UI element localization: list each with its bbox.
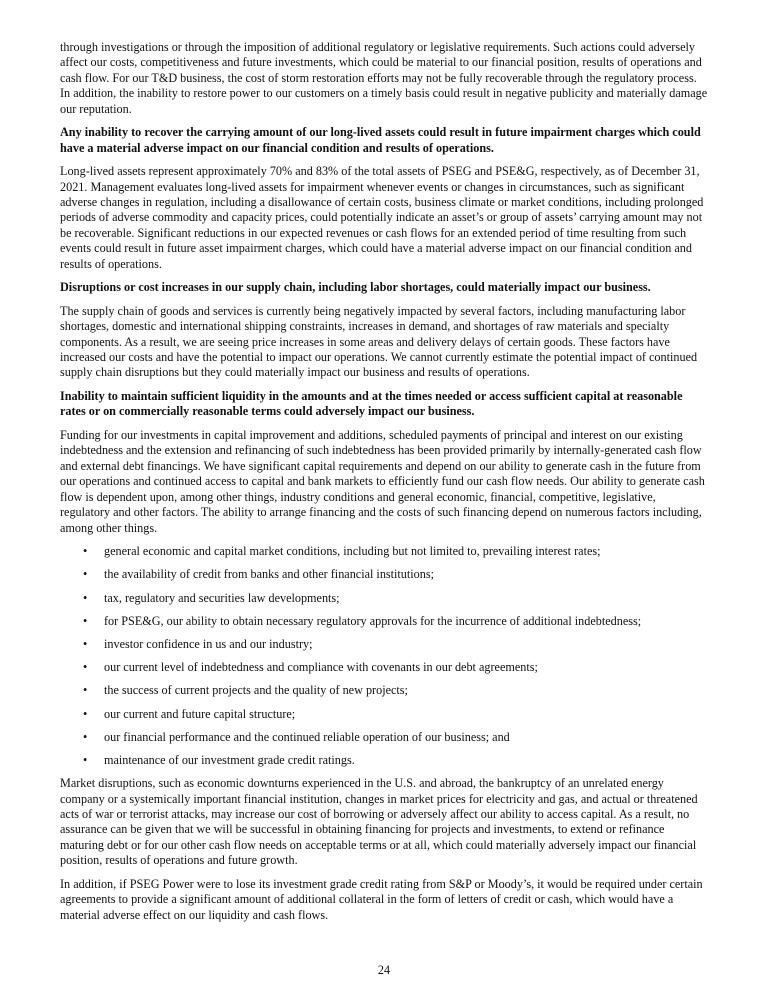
- bullet-marker: •: [83, 544, 88, 559]
- bullet-marker: •: [83, 613, 88, 628]
- list-item-text: maintenance of our investment grade credit ratings.: [104, 752, 355, 767]
- list-item-text: our financial performance and the continued reliable operation of our business; and: [104, 729, 510, 744]
- risk-heading-liquidity: Inability to maintain sufficient liquidity in the amounts and at the times needed or access sufficient capital at reasonable rates or on commercially reasonable terms could adversely impact our business.: [60, 389, 683, 419]
- paragraph-liquidity: Funding for our investments in capital improvement and additions, scheduled payments of principal and interest on our existing indebtedness and the extension and refinancing of such indebtedness has been provided primarily by internally-generated cash flow and external debt financings. We have significant capital requirements and depend on our ability to generate cash in the future from our operations and continued access to capital and bank markets to efficiently fund our cash flow needs. Our ability to generate cash flow is dependent upon, among other things, industry conditions and general economic, financial, competitive, legislative, regulatory and other factors. The ability to arrange financing and the costs of such financing depend on numerous factors including, among other things.: [60, 428, 705, 535]
- paragraph-credit-rating: In addition, if PSEG Power were to lose its investment grade credit rating from S&P or Moody’s, it would be required under certain agreements to provide a significant amount of additional collateral in the form of letters of credit or cash, which would have a material adverse effect on our liquidity and cash flows.: [60, 876, 703, 922]
- list-item: [60, 544, 708, 559]
- list-item: [60, 591, 708, 606]
- paragraph-continuation: through investigations or through the imposition of additional regulatory or legislative requirements. Such actions could adversely affect our costs, competitiveness and future investments, which could be material to our financial position, results of operations and cash flow. For our T&D business, the cost of storm restoration efforts may not be fully recoverable through the regulatory process. In addition, the inability to restore power to our customers on a timely basis could result in negative publicity and materially damage our reputation.: [60, 40, 708, 116]
- list-item-text: general economic and capital market conditions, including but not limited to, prevailing interest rates;: [104, 544, 601, 559]
- document-page: [60, 40, 708, 931]
- list-item: [60, 730, 708, 745]
- list-item-text: our current and future capital structure;: [104, 706, 296, 721]
- bullet-marker: •: [83, 660, 88, 675]
- list-item-text: tax, regulatory and securities law developments;: [104, 590, 340, 605]
- bullet-marker: •: [83, 706, 88, 721]
- list-item-text: investor confidence in us and our industry;: [104, 636, 313, 651]
- list-item: [60, 660, 708, 675]
- risk-heading-supply-chain: Disruptions or cost increases in our supply chain, including labor shortages, could materially impact our business.: [60, 280, 651, 295]
- list-item: [60, 567, 708, 582]
- page-number: 24: [377, 963, 391, 977]
- bullet-marker: •: [83, 567, 88, 582]
- paragraph-long-lived-assets: Long-lived assets represent approximately 70% and 83% of the total assets of PSEG and PSE&G, respectively, as of December 31, 2021. Management evaluates long-lived assets for impairment whenever events or changes in circumstances, such as significant adverse changes in regulation, including a disallowance of certain costs, business climate or market conditions, including prolonged periods of adverse commodity and capacity prices, could potentially indicate an asset’s or group of assets’ carrying amount may not be recoverable. Significant reductions in our expected revenues or cash flows for an extended period of time resulting from such events could result in future asset impairment charges, which could have a material adverse impact on our financial condition and results of operations.: [60, 164, 704, 271]
- bullet-marker: •: [83, 752, 88, 767]
- bullet-marker: •: [83, 636, 88, 651]
- bullet-marker: •: [83, 683, 88, 698]
- list-item: [60, 614, 708, 629]
- list-item: [60, 707, 708, 722]
- list-item-text: the availability of credit from banks and other financial institutions;: [104, 567, 434, 582]
- list-item-text: for PSE&G, our ability to obtain necessary regulatory approvals for the incurrence of additional indebtedness;: [104, 613, 642, 628]
- paragraph-supply-chain: The supply chain of goods and services is currently being negatively impacted by several factors, including manufacturing labor shortages, domestic and international shipping constraints, increases in demand, and shortages of raw materials and specialty components. As a result, we are seeing price increases in some areas and delivery delays of certain goods. These factors have increased our costs and have the potential to impact our operations. We cannot currently estimate the potential impact of continued supply chain disruptions but they could materially impact our business and results of operations.: [60, 303, 698, 380]
- financing-factors-list: [60, 544, 708, 768]
- paragraph-market-disruptions: Market disruptions, such as economic downturns experienced in the U.S. and abroad, the bankruptcy of an unrelated energy company or a systemically important financial institution, changes in market prices for electricity and gas, and actual or threatened acts of war or terrorist attacks, may increase our cost of borrowing or adversely affect our ability to access capital. As a result, no assurance can be given that we will be successful in obtaining financing for projects and investments, to extend or refinance maturing debt or for our other cash flow needs on acceptable terms or at all, which could materially adversely impact our financial position, results of operations and future growth.: [60, 776, 698, 868]
- list-item: [60, 683, 708, 698]
- list-item: [60, 637, 708, 652]
- list-item-text: our current level of indebtedness and compliance with covenants in our debt agreements;: [104, 660, 538, 675]
- risk-heading-long-lived-assets: Any inability to recover the carrying amount of our long-lived assets could result in future impairment charges which could have a material adverse impact on our financial condition and results of operations.: [60, 125, 701, 155]
- bullet-marker: •: [83, 729, 88, 744]
- list-item: [60, 753, 708, 768]
- list-item-text: the success of current projects and the quality of new projects;: [104, 683, 408, 698]
- bullet-marker: •: [83, 590, 88, 605]
